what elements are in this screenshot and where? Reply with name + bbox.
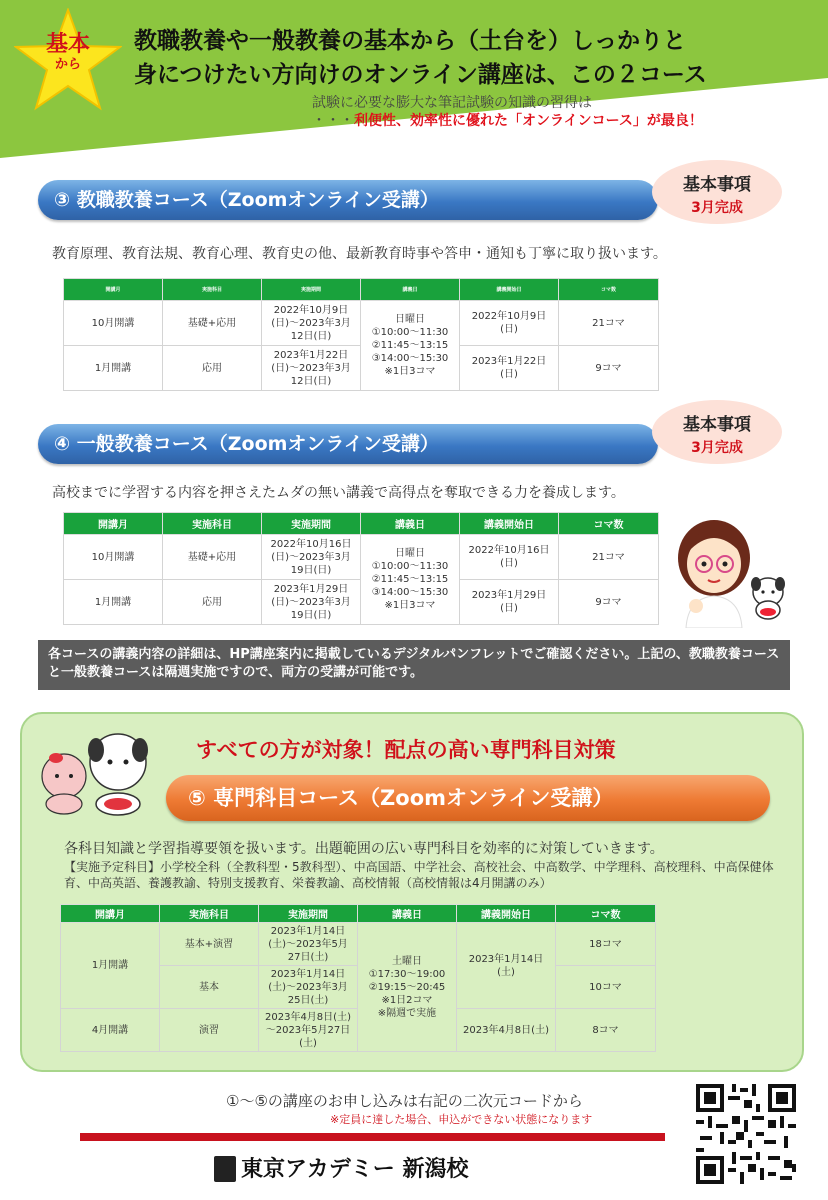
page-title: 教職教養や一般教養の基本から（土台を）しっかりと 身につけたい方向けのオンライン講座は、この２コース: [134, 28, 707, 88]
table-header: 開講月: [64, 279, 163, 301]
course5-table: [60, 904, 656, 1052]
cell-start: 2023年4月8日(土): [457, 1009, 556, 1052]
cell-month: 10月開講: [64, 301, 163, 346]
cell-koma: 18コマ: [556, 923, 656, 966]
teacher-illustration-icon: [672, 518, 756, 628]
cell-subject: 基本: [160, 966, 259, 1009]
cell-koma: 21コマ: [559, 301, 659, 346]
subtitle-line2: [312, 110, 703, 130]
course3-badge-sub: 3月完成: [691, 200, 743, 216]
cell-lecture-days: 日曜日 ①10:00〜11:30 ②11:45〜13:15 ③14:00〜15:30 ※1日3コマ: [361, 535, 460, 625]
course4-table: [63, 512, 659, 625]
course5-description: 各科目知識と学習指導要領を扱います。出題範囲の広い専門科目を効率的に対策していきます。: [64, 841, 664, 857]
cell-month: 1月開講: [61, 923, 160, 1009]
cell-lecture-days: 日曜日 ①10:00〜11:30 ②11:45〜13:15 ③14:00〜15:30 ※1日3コマ: [361, 301, 460, 391]
apply-instruction: ①〜⑤の講座のお申し込みは右記の二次元コードから: [226, 1092, 583, 1110]
table-header: 講義開始日: [460, 513, 559, 535]
cell-start: 2022年10月9日 (日): [460, 301, 559, 346]
table-header-row: [61, 905, 656, 923]
cell-month: 4月開講: [61, 1009, 160, 1052]
subtitle-prefix: ・・・: [312, 113, 354, 129]
academy-logo-text: 東京アカデミー 新潟校: [241, 1157, 469, 1182]
course3-title-pill: ③ 教職教養コース（Zoomオンライン受講）: [38, 180, 658, 220]
table-header: コマ数: [559, 513, 659, 535]
course4-title-pill: ④ 一般教養コース（Zoomオンライン受講）: [38, 424, 658, 464]
cell-koma: 9コマ: [559, 346, 659, 391]
table-header-row: [64, 513, 659, 535]
table-header-row: [64, 279, 659, 301]
cell-subject: 応用: [163, 580, 262, 625]
cell-koma: 8コマ: [556, 1009, 656, 1052]
footer-divider: [80, 1133, 665, 1141]
subtitle-highlight: 利便性、効率性に優れた「オンラインコース」が最良！: [354, 113, 703, 129]
cell-period: 2022年10月16日 (日)〜2023年3月 19日(日): [262, 535, 361, 580]
table-row: [61, 923, 656, 966]
capacity-warning: ※定員に達した場合、申込ができない状態になります: [330, 1113, 593, 1126]
table-header: 実施科目: [163, 279, 262, 301]
table-header: コマ数: [559, 279, 659, 301]
cell-period: 2023年1月29日 (日)〜2023年3月 19日(日): [262, 580, 361, 625]
table-header: 講義日: [358, 905, 457, 923]
cell-start: 2023年1月14日 (土): [457, 923, 556, 1009]
cell-subject: 応用: [163, 346, 262, 391]
cell-koma: 9コマ: [559, 580, 659, 625]
table-row: [64, 535, 659, 580]
course5-title-pill: ⑤ 専門科目コース（Zoomオンライン受講）: [166, 775, 770, 821]
cell-subject: 演習: [160, 1009, 259, 1052]
course4-badge-label: 基本事項: [683, 415, 751, 435]
table-header: 講義日: [361, 279, 460, 301]
table-header: 実施期間: [262, 279, 361, 301]
table-header: 講義日: [361, 513, 460, 535]
subtitle-line1: 試験に必要な膨大な筆記試験の知識の習得は: [312, 95, 592, 111]
course5-headline: すべての方が対象！配点の高い専門科目対策: [196, 738, 616, 762]
cell-subject: 基本+演習: [160, 923, 259, 966]
cell-start: 2023年1月29日 (日): [460, 580, 559, 625]
table-header: 実施期間: [262, 513, 361, 535]
table-header: 開講月: [61, 905, 160, 923]
course5-subjects: 【実施予定科目】小学校全科（全教科型・5教科型）、中高国語、中学社会、高校社会、中高数学、中学理科、高校理科、中高保健体育、中高英語、養護教諭、特別支援教育、栄養教諭、高校情報（高校情報は4月開講のみ）: [64, 860, 774, 890]
cell-period: 2023年1月22日 (日)〜2023年3月 12日(日): [262, 346, 361, 391]
cell-subject: 基礎+応用: [163, 535, 262, 580]
cell-period: 2023年1月14日 (土)〜2023年3月 25日(土): [259, 966, 358, 1009]
cell-period: 2023年1月14日 (土)〜2023年5月 27日(土): [259, 923, 358, 966]
course3-badge: [652, 160, 782, 224]
cell-period: 2023年4月8日(土) 〜2023年5月27日 (土): [259, 1009, 358, 1052]
table-header: 実施科目: [160, 905, 259, 923]
table-header: 開講月: [64, 513, 163, 535]
cell-period: 2022年10月9日 (日)〜2023年3月 12日(日): [262, 301, 361, 346]
qr-code-icon[interactable]: [696, 1084, 796, 1184]
course3-table: [63, 278, 659, 391]
cell-start: 2022年10月16日 (日): [460, 535, 559, 580]
course4-badge-sub: 3月完成: [691, 440, 743, 456]
mascots-illustration-icon: [34, 724, 162, 816]
star-badge-text: 基本 から: [45, 32, 90, 72]
cell-start: 2023年1月22日 (日): [460, 346, 559, 391]
table-row: [64, 301, 659, 346]
table-header: 講義開始日: [460, 279, 559, 301]
table-header: 実施科目: [163, 513, 262, 535]
table-header: 実施期間: [259, 905, 358, 923]
course4-description: 高校までに学習する内容を押さえたムダの無い講義で高得点を奪取できる力を養成します。: [52, 485, 625, 501]
info-note: 各コースの講義内容の詳細は、HP講座案内に掲載しているデジタルパンフレットでご確認ください。上記の、教職教養コースと一般教養コースは隔週実施ですので、両方の受講が可能です。: [38, 640, 790, 690]
course3-description: 教育原理、教育法規、教育心理、教育史の他、最新教育時事や答申・通知も丁寧に取り扱います。: [52, 246, 667, 262]
academy-logo-icon: [214, 1156, 236, 1182]
course3-badge-label: 基本事項: [683, 175, 751, 195]
cell-month: 1月開講: [64, 580, 163, 625]
course4-badge: [652, 400, 782, 464]
cell-koma: 10コマ: [556, 966, 656, 1009]
cell-lecture-days: 土曜日 ①17:30〜19:00 ②19:15〜20:45 ※1日2コマ ※隔週で実施: [358, 923, 457, 1052]
table-header: 講義開始日: [457, 905, 556, 923]
cell-koma: 21コマ: [559, 535, 659, 580]
cell-month: 10月開講: [64, 535, 163, 580]
cell-subject: 基礎+応用: [163, 301, 262, 346]
cell-month: 1月開講: [64, 346, 163, 391]
table-header: コマ数: [556, 905, 656, 923]
dog-mascot-icon: [748, 574, 788, 620]
